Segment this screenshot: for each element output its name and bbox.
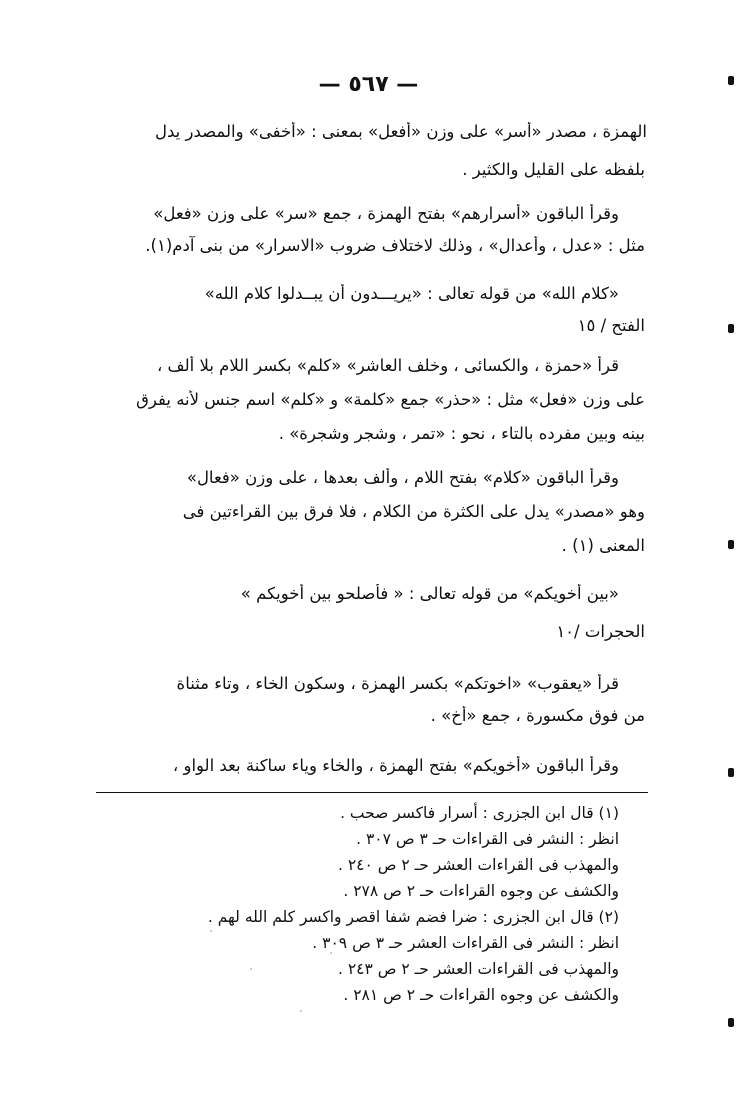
margin-mark — [728, 768, 734, 777]
footnote-line: انظر : النشر فى القراءات حـ ٣ ص ٣٠٧ . — [356, 830, 619, 848]
text-line: الهمزة ، مصدر «أسر» على وزن «أفعل» بمعنى : «أخفى» والمصدر يدل — [155, 122, 647, 141]
text-line: الفتح / ١٥ — [577, 316, 645, 335]
footnote-line: انظر : النشر فى القراءات العشر حـ ٣ ص ٣٠٩ . — [312, 934, 619, 952]
footnote-line: والمهذب فى القراءات العشر حـ ٢ ص ٢٤٣ . — [337, 960, 619, 978]
text-line: وقرأ الباقون «أسرارهم» بفتح الهمزة ، جمع «سر» على وزن «فعل» — [153, 204, 619, 223]
footnote-line: والكشف عن وجوه القراءات حـ ٢ ص ٢٨١ . — [343, 986, 619, 1004]
page-number: — ٥٦٧ — — [318, 72, 419, 97]
footnote-line: والمهذب فى القراءات العشر حـ ٢ ص ٢٤٠ . — [337, 856, 619, 874]
text-line: بلفظه على القليل والكثير . — [462, 160, 645, 179]
scan-speck — [300, 1010, 302, 1012]
text-line: قرأ «يعقوب» «اخوتكم» بكسر الهمزة ، وسكون الخاء ، وتاء مثناة — [176, 674, 619, 693]
margin-mark — [728, 76, 734, 85]
footnote-divider — [96, 792, 648, 793]
text-line: وقرأ الباقون «أخويكم» بفتح الهمزة ، والخاء وياء ساكنة بعد الواو ، — [172, 756, 619, 775]
text-line: على وزن «فعل» مثل : «حذر» جمع «كلمة» و «كلم» اسم جنس لأنه يفرق — [136, 390, 645, 409]
text-line: «كلام الله» من قوله تعالى : «يريـــدون أن يبــدلوا كلام الله» — [204, 284, 619, 303]
scan-speck — [330, 952, 332, 954]
footnote-line: والكشف عن وجوه القراءات حـ ٢ ص ٢٧٨ . — [343, 882, 619, 900]
text-line: وقرأ الباقون «كلام» بفتح اللام ، وألف بعدها ، على وزن «فعال» — [186, 468, 619, 487]
margin-mark — [728, 1018, 734, 1027]
text-line: من فوق مكسورة ، جمع «أخ» . — [430, 706, 645, 725]
text-line: مثل : «عدل ، وأعدال» ، وذلك لاختلاف ضروب «الاسرار» من بنى آدم(١). — [145, 236, 645, 255]
text-line: وهو «مصدر» يدل على الكثرة من الكلام ، فلا فرق بين القراءتين فى — [182, 502, 645, 521]
margin-mark — [728, 540, 734, 549]
scan-speck — [210, 930, 212, 932]
text-line: قرأ «حمزة ، والكسائى ، وخلف العاشر» «كلم» بكسر اللام بلا ألف ، — [156, 356, 619, 375]
text-line: «بين أخويكم» من قوله تعالى : « فأصلحو بين أخويكم » — [240, 584, 619, 603]
text-line: بينه وبين مفرده بالتاء ، نحو : «تمر ، وشجر وشجرة» . — [278, 424, 645, 443]
text-line: المعنى (١) . — [561, 536, 645, 555]
footnote-line: (٢) قال ابن الجزرى : ضرا فضم شفا اقصر واكسر كلم الله لهم . — [207, 908, 619, 926]
footnote-line: (١) قال ابن الجزرى : أسرار فاكسر صحب . — [340, 804, 619, 822]
text-line: الحجرات /١٠ — [556, 622, 645, 641]
scan-speck — [250, 968, 252, 970]
margin-mark — [728, 324, 734, 333]
